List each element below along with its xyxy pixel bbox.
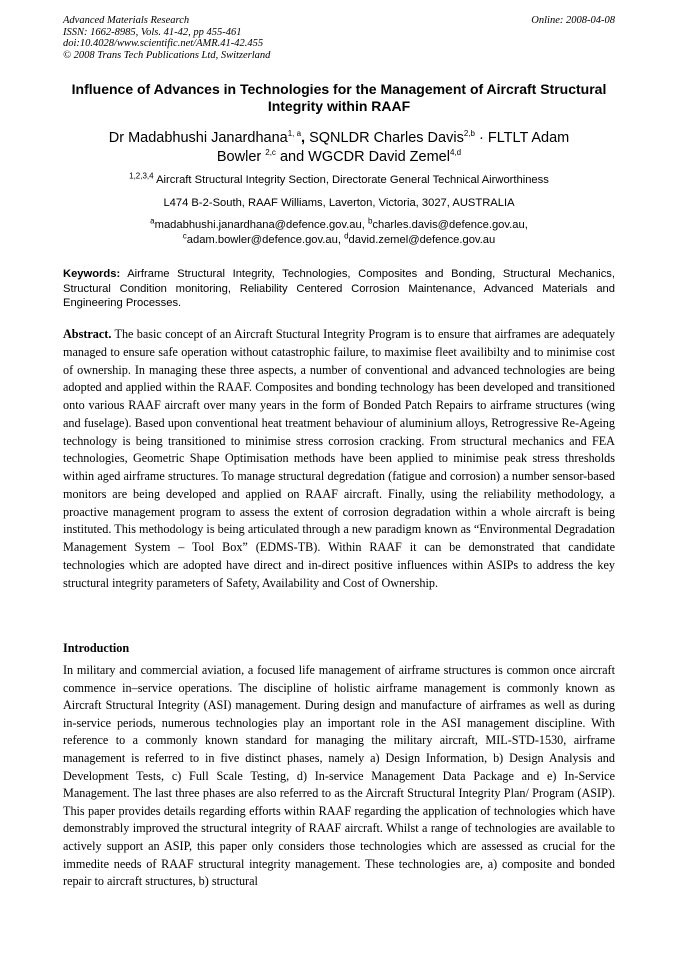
journal-name: Advanced Materials Research [63,15,190,26]
email-address: madabhushi.janardhana@defence.gov.au, [154,219,368,231]
author-superscript: 4,d [449,148,462,158]
author-name: Bowler [216,149,266,165]
affiliation-superscript: 1,2,3,4 [129,171,154,181]
abstract-section [63,326,615,592]
author-separator: and [275,149,309,165]
running-header [63,15,615,61]
email-superscript: c [182,230,187,240]
author-name: Dr Madabhushi Janardhana [108,130,288,146]
doi-line: doi:10.4028/www.scientific.net/AMR.41-42.455 [63,38,264,49]
introduction-paragraph: In military and commercial aviation, a focused life management of airframe structures is common once aircraft commence in–service operations. The discipline of holistic airframe management is commonly known as Aircraft Structural Integrity (ASI) management. During design and manufacture of airframes as well as during in-service periods, numerous technologies play an important role in the ASI management discipline. With reference to a commonly known standard for managing the military aircraft, MIL-STD-1530, airframe management is referred to in five distinct phases, namely a) Design Information, b) Design Analysis and Development Tests, c) Full Scale Testing, d) In-service Management Data Package and e) In-Service Management. The last three phases are also referred to as the Aircraft Structural Integrity Plan/ Program (ASIP). This paper provides details regarding efforts within RAAF regarding the application of technologies which have demonstrably improved the structural integrity of RAAF aircraft. Whilst a range of technologies are available to actively support an ASIP, this paper only considers those technologies which are assessed as crucial for the immedite needs of RAAF structural integrity management. These technologies are, a) composite and bonded repair to aircraft structures, b) structural [63,663,615,889]
issn-line: ISSN: 1662-8985, Vols. 41-42, pp 455-461 [63,26,242,38]
paper-title: Influence of Advances in Technologies for the Management of Aircraft Structural Integrity within RAAF [71,81,607,114]
abstract-label: Abstract. [63,327,112,341]
keywords-section [63,267,615,311]
keywords-text: Airframe Structural Integrity, Technologies, Composites and Bonding, Structural Mechanics, Structural Condition monitoring, Reliability Centered Corrosion Maintenance, Advanced Materials and Engineering Processes. [63,268,615,310]
author-separator: · FLTLT Adam [474,130,570,146]
section-heading-introduction: Introduction [63,641,130,655]
email-superscript: d [344,230,349,240]
abstract-text: The basic concept of an Aircraft Stuctural Integrity Program is to ensure that airframes are adequately managed to ensure safe operation without catastrophic failure, to maximise fleet availibilty and to minimise cost of ownership. In managing these three aspects, a number of conventional and advanced technologies are being adopted and applied within the RAAF. Composites and bonding technology has been developed and transitioned onto various RAAF aircraft over many years in the form of Bonded Patch Repairs to airframe structures (wing and fuselage). Based upon conventional heat treatment behaviour of aluminium alloys, Retrogressive Re-Ageing technology is being transitioned to minimise stress corrosion cracking. From structural mechanics and FEA technologies, Geometric Shape Optimisation methods have been applied to minimise peak stress thresholds within aged airframe structures. To manage structural degredation (fatigue and corrosion) a number sensor-based monitors are being developed and applied on RAAF aircraft. Finally, using the reliability methodology, a proactive management program to assess the extent of corrosion degradation within a whole aircraft is being instituted. This methodology is being articulated through a new paradigm known as “Environmental Degradation Management System – Tool Box” (EDMS-TB). Within RAAF it can be demonstrated that candidate technologies which are adopted have direct and in-direct positive influences within ASIPs to address the key structural integrity parameters of Safety, Availability and Cost of Ownership. [63,327,615,590]
affiliation-text: Aircraft Structural Integrity Section, Directorate General Technical Airworthiness [153,174,549,186]
affiliation-address: L474 B-2-South, RAAF Williams, Laverton, Victoria, 3027, AUSTRALIA [163,197,515,209]
online-date: Online: 2008-04-08 [531,15,615,26]
author-emails [63,218,615,247]
author-list [63,129,615,167]
author-name: SQNLDR Charles Davis [305,130,464,146]
email-superscript: b [367,216,373,226]
author-name: WGCDR David Zemel [308,149,450,165]
author-superscript: 1, a [287,129,302,139]
author-superscript: 2,c [265,148,276,158]
copyright-line: © 2008 Trans Tech Publications Ltd, Switzerland [63,49,271,61]
email-address: adam.bowler@defence.gov.au, [186,233,345,246]
email-superscript: a [150,216,155,226]
affiliation-line [63,171,615,187]
author-separator: , [301,130,306,146]
author-superscript: 2,b [463,129,475,139]
email-address: david.zemel@defence.gov.au [348,233,496,246]
email-address: charles.davis@defence.gov.au, [372,219,528,231]
keywords-label: Keywords: [63,268,121,280]
